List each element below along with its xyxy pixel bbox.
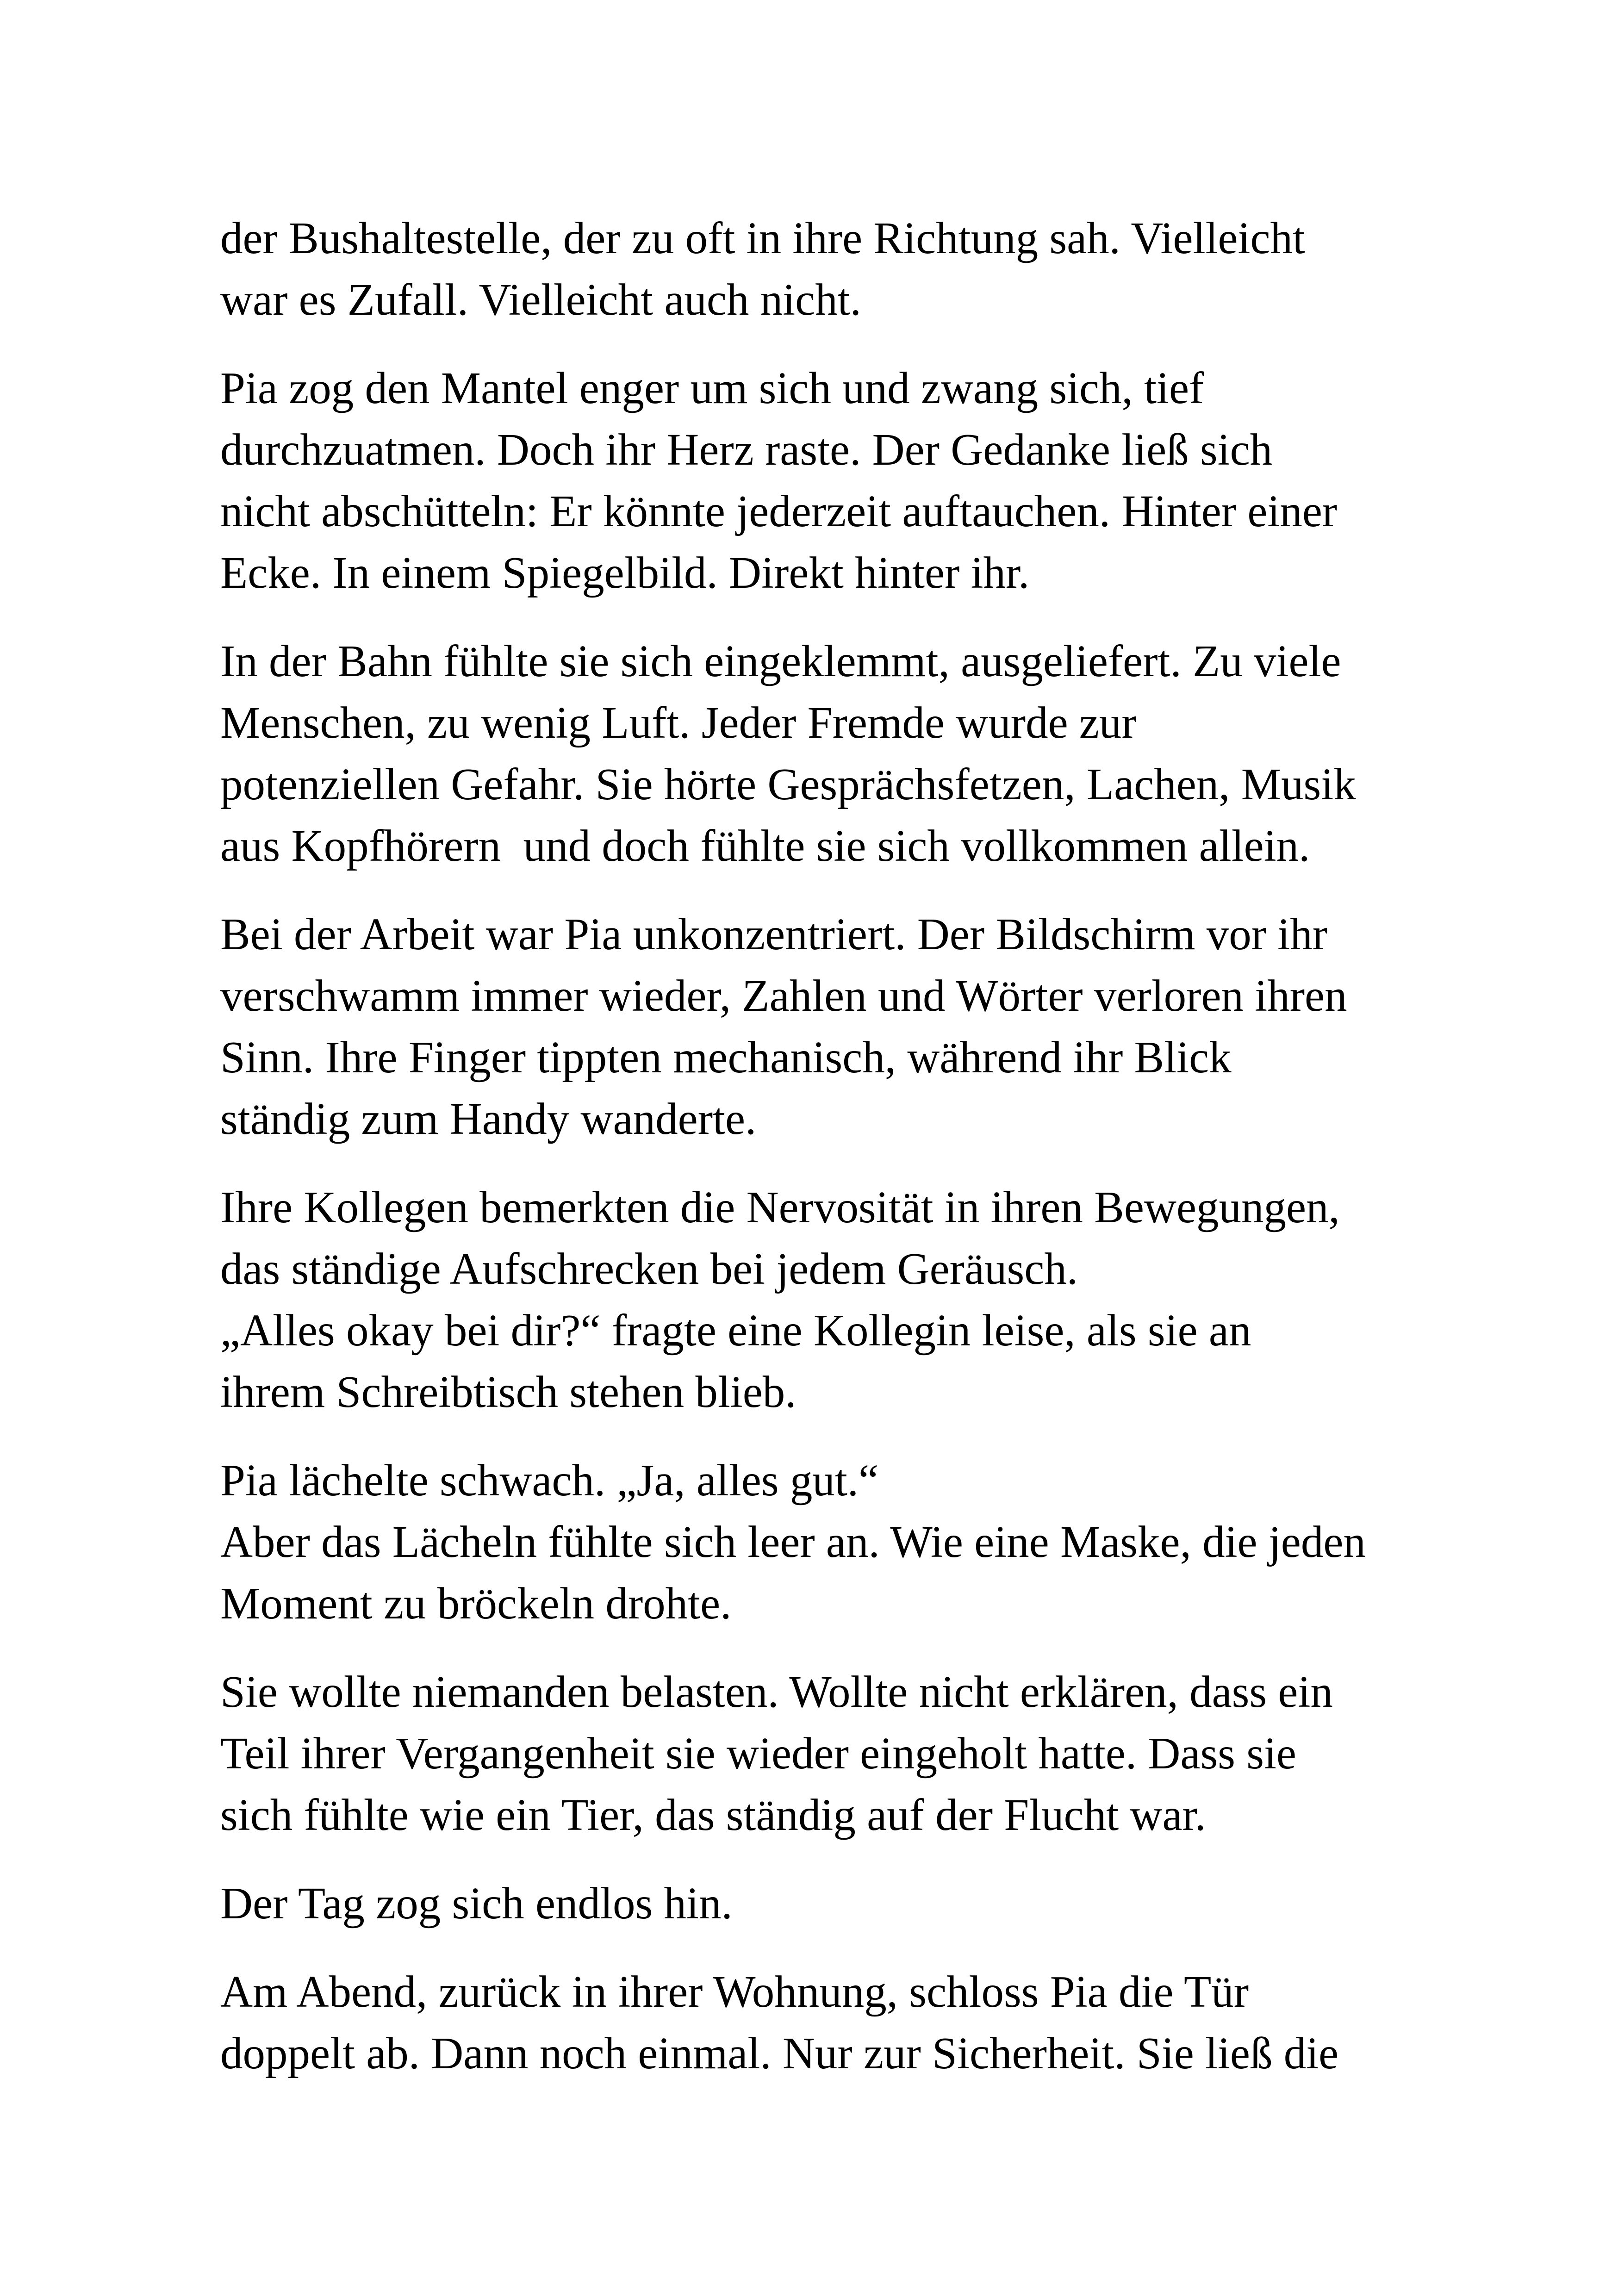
text-line: der Bushaltestelle, der zu oft in ihre Richtung sah. Vielleicht: [220, 213, 1306, 263]
paragraph: [220, 1961, 1470, 2084]
text-line: Pia zog den Mantel enger um sich und zwang sich, tief: [220, 363, 1204, 413]
paragraph: [220, 1176, 1470, 1423]
text-line: Ecke. In einem Spiegelbild. Direkt hinter ihr.: [220, 548, 1030, 597]
paragraph: [220, 1873, 1470, 1934]
text-line: potenziellen Gefahr. Sie hörte Gesprächsfetzen, Lachen, Musik: [220, 759, 1356, 809]
text-line: doppelt ab. Dann noch einmal. Nur zur Sicherheit. Sie ließ die: [220, 2028, 1339, 2078]
text-line: Aber das Lächeln fühlte sich leer an. Wie eine Maske, die jeden: [220, 1517, 1366, 1567]
paragraph: [220, 207, 1470, 330]
body-text: [220, 207, 1470, 2111]
text-line: nicht abschütteln: Er könnte jederzeit auftauchen. Hinter einer: [220, 486, 1338, 536]
text-line: Der Tag zog sich endlos hin.: [220, 1879, 733, 1928]
text-line: Moment zu bröckeln drohte.: [220, 1579, 732, 1628]
text-line: ihrem Schreibtisch stehen blieb.: [220, 1367, 797, 1417]
text-line: das ständige Aufschrecken bei jedem Geräusch.: [220, 1244, 1078, 1294]
text-line: Am Abend, zurück in ihrer Wohnung, schloss Pia die Tür: [220, 1967, 1249, 2016]
text-line: Sinn. Ihre Finger tippten mechanisch, während ihr Blick: [220, 1033, 1232, 1082]
text-line: „Alles okay bei dir?“ fragte eine Kollegin leise, als sie an: [220, 1306, 1251, 1355]
text-line: sich fühlte wie ein Tier, das ständig auf der Flucht war.: [220, 1790, 1206, 1840]
paragraph: [220, 357, 1470, 604]
text-line: Bei der Arbeit war Pia unkonzentriert. Der Bildschirm vor ihr: [220, 909, 1328, 959]
paragraph: [220, 630, 1470, 877]
text-line: verschwamm immer wieder, Zahlen und Wörter verloren ihren: [220, 971, 1347, 1020]
text-line: Sie wollte niemanden belasten. Wollte nicht erklären, dass ein: [220, 1667, 1333, 1717]
text-line: Ihre Kollegen bemerkten die Nervosität in ihren Bewegungen,: [220, 1182, 1340, 1232]
text-line: Menschen, zu wenig Luft. Jeder Fremde wurde zur: [220, 698, 1137, 747]
text-line: Teil ihrer Vergangenheit sie wieder eingeholt hatte. Dass sie: [220, 1729, 1296, 1778]
text-line: aus Kopfhörern und doch fühlte sie sich vollkommen allein.: [220, 821, 1310, 871]
paragraph: [220, 1661, 1470, 1846]
text-line: ständig zum Handy wanderte.: [220, 1094, 757, 1144]
text-line: war es Zufall. Vielleicht auch nicht.: [220, 275, 861, 324]
text-line: Pia lächelte schwach. „Ja, alles gut.“: [220, 1456, 879, 1505]
paragraph: [220, 1450, 1470, 1634]
text-line: durchzuatmen. Doch ihr Herz raste. Der Gedanke ließ sich: [220, 425, 1273, 474]
text-line: In der Bahn fühlte sie sich eingeklemmt, ausgeliefert. Zu viele: [220, 636, 1341, 686]
paragraph: [220, 903, 1470, 1150]
